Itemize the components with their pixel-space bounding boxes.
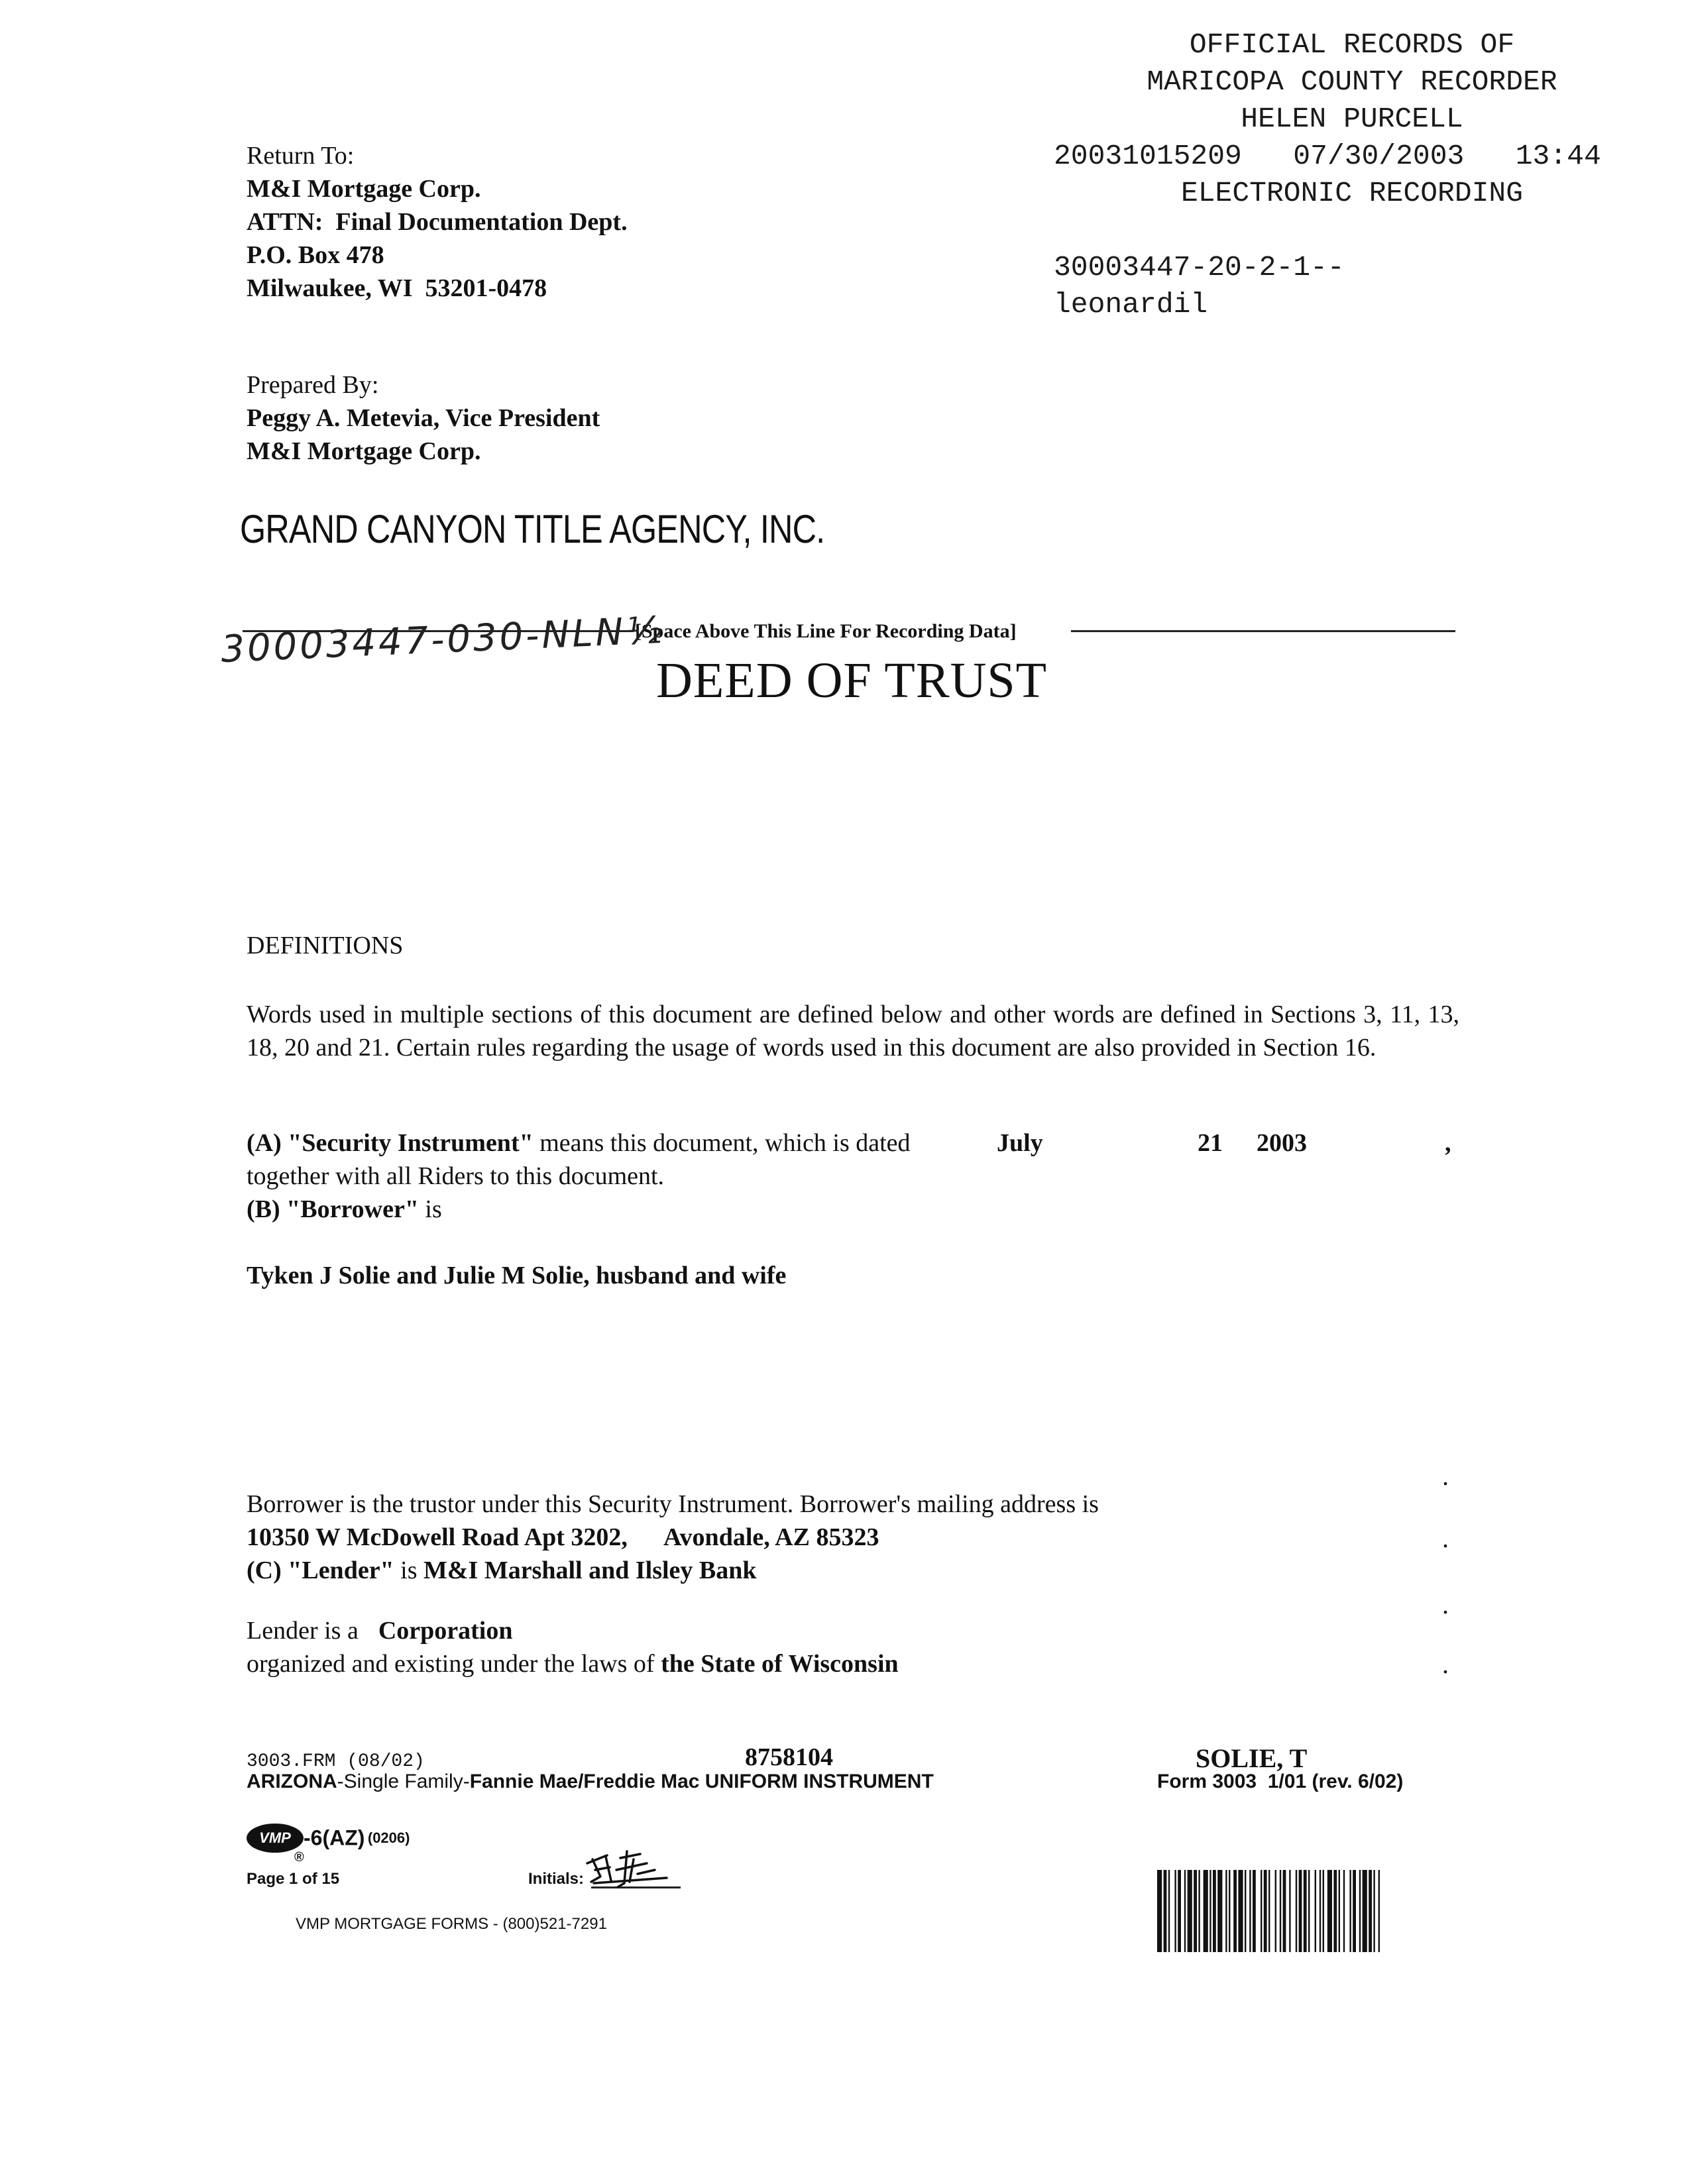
initials-signature — [581, 1843, 687, 1890]
footer-loan-number: 8758104 — [745, 1743, 833, 1771]
definition-a-month: July — [997, 1129, 1043, 1157]
definition-a-comma: , — [1445, 1129, 1451, 1157]
barcode-bar — [1304, 1870, 1307, 1952]
title-agency-stamp: GRAND CANYON TITLE AGENCY, INC. — [240, 507, 825, 551]
definition-b-term: (B) "Borrower" — [247, 1195, 419, 1223]
barcode-bar — [1275, 1870, 1276, 1952]
vmp-form-sub: (0206) — [367, 1829, 410, 1846]
barcode-bar — [1174, 1870, 1176, 1952]
barcode-bar — [1373, 1870, 1375, 1952]
definition-a-text: means this document, which is dated — [533, 1129, 911, 1157]
recording-rule-right — [1071, 630, 1455, 632]
vmp-contact: VMP MORTGAGE FORMS - (800)521-7291 — [296, 1915, 607, 1933]
footer-instrument-uniform: UNIFORM INSTRUMENT — [699, 1771, 934, 1792]
barcode-bar — [1164, 1870, 1167, 1952]
return-to-po-box: P.O. Box 478 — [247, 241, 384, 269]
recording-line-label: [Space Above This Line For Recording Data] — [635, 620, 1017, 642]
return-to-attn: ATTN: Final Documentation Dept. — [247, 208, 628, 236]
footer-form-number: Form 3003 1/01 (rev. 6/02) — [1157, 1771, 1404, 1792]
definition-a-continuation: together with all Riders to this document. — [247, 1162, 665, 1190]
recording-number-row — [1054, 138, 1657, 175]
lender-state: the State of Wisconsin — [661, 1650, 899, 1678]
lender-name: M&I Marshall and Ilsley Bank — [423, 1556, 757, 1584]
document-title: DEED OF TRUST — [656, 653, 1048, 708]
vmp-logo-block — [247, 1824, 410, 1853]
return-to-label: Return To: — [247, 142, 355, 170]
borrower-name: Tyken J Solie and Julie M Solie, husband and wife — [247, 1262, 787, 1289]
lender-organized-row — [247, 1647, 899, 1680]
barcode-bar — [1157, 1870, 1162, 1952]
blank-dot: . — [1442, 1590, 1449, 1619]
initials-label: Initials: — [528, 1870, 585, 1888]
blank-dot: . — [1442, 1523, 1449, 1553]
barcode-bar — [1233, 1870, 1237, 1952]
return-to-company: M&I Mortgage Corp. — [247, 175, 481, 203]
lender-organized-label: organized and existing under the laws of — [247, 1650, 661, 1678]
barcode-bar — [1225, 1870, 1227, 1952]
blank-dot: . — [1442, 1461, 1449, 1491]
definition-a-term: (A) "Security Instrument" — [247, 1129, 534, 1157]
borrower-address-row — [247, 1521, 1099, 1554]
prepared-by-block — [247, 368, 600, 468]
borrower-city: Avondale, AZ 85323 — [663, 1523, 879, 1551]
barcode-bar — [1320, 1870, 1321, 1952]
barcode-bar — [1299, 1870, 1302, 1952]
barcode-bar — [1261, 1870, 1262, 1952]
lender-type-row — [247, 1614, 899, 1647]
definition-a-row — [247, 1126, 1459, 1160]
barcode-bar — [1249, 1870, 1251, 1952]
barcode-bar — [1229, 1870, 1230, 1952]
blank-dot: . — [1442, 1649, 1449, 1679]
prepared-by-label: Prepared By: — [247, 371, 379, 399]
return-to-block — [247, 139, 628, 305]
barcode-bar — [1353, 1870, 1356, 1952]
barcode-bar — [1283, 1870, 1286, 1952]
barcode-bar — [1339, 1870, 1340, 1952]
recording-time: 13:44 — [1515, 140, 1601, 172]
footer-borrower-name: SOLIE, T — [1196, 1743, 1308, 1773]
barcode-bar — [1333, 1870, 1337, 1952]
barcode-bar — [1198, 1870, 1200, 1952]
barcode-bar — [1217, 1870, 1222, 1952]
barcode-bar — [1264, 1870, 1267, 1952]
recording-order-id: 30003447-20-2-1-- — [1054, 251, 1345, 284]
barcode — [1157, 1870, 1445, 1952]
barcode-bar — [1213, 1870, 1216, 1952]
definition-a-year: 2003 — [1257, 1129, 1307, 1157]
barcode-bar — [1349, 1870, 1351, 1952]
handwritten-note: 30003447-030-NLN½ — [220, 608, 665, 671]
registered-mark: ® — [294, 1850, 304, 1865]
barcode-bar — [1308, 1870, 1310, 1952]
recorder-stamp — [1047, 27, 1657, 212]
barcode-bar — [1369, 1870, 1372, 1952]
lender-is-label: Lender is a — [247, 1617, 359, 1645]
page-number: Page 1 of 15 — [247, 1870, 340, 1888]
recording-type: ELECTRONIC RECORDING — [1180, 177, 1524, 209]
barcode-bar — [1209, 1870, 1211, 1952]
barcode-bar — [1253, 1870, 1256, 1952]
lender-block — [247, 1614, 899, 1680]
prepared-by-company: M&I Mortgage Corp. — [247, 437, 481, 465]
definition-b-text: is — [418, 1195, 442, 1223]
barcode-bar — [1343, 1870, 1345, 1952]
definitions-intro: Words used in multiple sections of this document are defined below and other words are defined in Sections 3, 11, 13, 18, 20 and 21. Certain rules regarding the usage of words used in this document are also provided in Section 16. — [247, 1001, 1459, 1062]
barcode-bar — [1188, 1870, 1192, 1952]
barcode-bar — [1238, 1870, 1243, 1952]
recorder-line-2: MARICOPA COUNTY RECORDER — [1147, 66, 1557, 98]
definitions-heading: DEFINITIONS — [247, 932, 404, 959]
definition-a — [247, 1126, 1459, 1226]
barcode-bar — [1378, 1870, 1380, 1952]
footer-instrument-state: ARIZONA — [247, 1771, 337, 1792]
lender-type: Corporation — [378, 1617, 513, 1645]
recording-id-block — [1054, 249, 1345, 323]
definition-b — [247, 1193, 1459, 1226]
footer-form-file: 3003.FRM (08/02) — [247, 1751, 425, 1772]
barcode-bar — [1280, 1870, 1281, 1952]
borrower-street: 10350 W McDowell Road Apt 3202, — [247, 1523, 628, 1551]
barcode-bar — [1268, 1870, 1270, 1952]
barcode-bar — [1363, 1870, 1367, 1952]
barcode-bar — [1204, 1870, 1208, 1952]
barcode-bar — [1359, 1870, 1361, 1952]
borrower-trustor-text: Borrower is the trustor under this Security Instrument. Borrower's mailing address is — [247, 1490, 1099, 1518]
definition-c-text: is — [394, 1556, 424, 1584]
recording-operator: leonardil — [1054, 288, 1208, 321]
barcode-bar — [1184, 1870, 1186, 1952]
definition-a-day: 21 — [1198, 1129, 1223, 1157]
recording-date: 07/30/2003 — [1293, 140, 1465, 172]
barcode-bar — [1178, 1870, 1181, 1952]
barcode-bar — [1323, 1870, 1324, 1952]
definition-c-term: (C) "Lender" — [247, 1556, 394, 1584]
borrower-address-block — [247, 1488, 1099, 1587]
footer-instrument-fm: Fannie Mae/Freddie Mac — [469, 1771, 700, 1792]
recorder-line-3: HELEN PURCELL — [1241, 103, 1463, 135]
definition-c — [247, 1554, 1099, 1587]
barcode-bar — [1245, 1870, 1246, 1952]
return-to-city: Milwaukee, WI 53201-0478 — [247, 274, 547, 302]
barcode-bar — [1289, 1870, 1290, 1952]
barcode-bar — [1168, 1870, 1170, 1952]
definition-a-line — [247, 1126, 911, 1160]
barcode-bar — [1296, 1870, 1297, 1952]
barcode-bar — [1315, 1870, 1316, 1952]
barcode-bar — [1194, 1870, 1197, 1952]
barcode-bar — [1327, 1870, 1332, 1952]
prepared-by-name: Peggy A. Metevia, Vice President — [247, 404, 600, 432]
recording-number: 20031015209 — [1054, 140, 1242, 172]
footer-instrument — [247, 1771, 934, 1793]
recorder-line-1: OFFICIAL RECORDS OF — [1189, 28, 1515, 61]
vmp-logo: VMP — [247, 1824, 304, 1853]
footer-instrument-desc: -Single Family- — [337, 1771, 470, 1792]
vmp-form-code: -6(AZ) — [304, 1826, 365, 1850]
